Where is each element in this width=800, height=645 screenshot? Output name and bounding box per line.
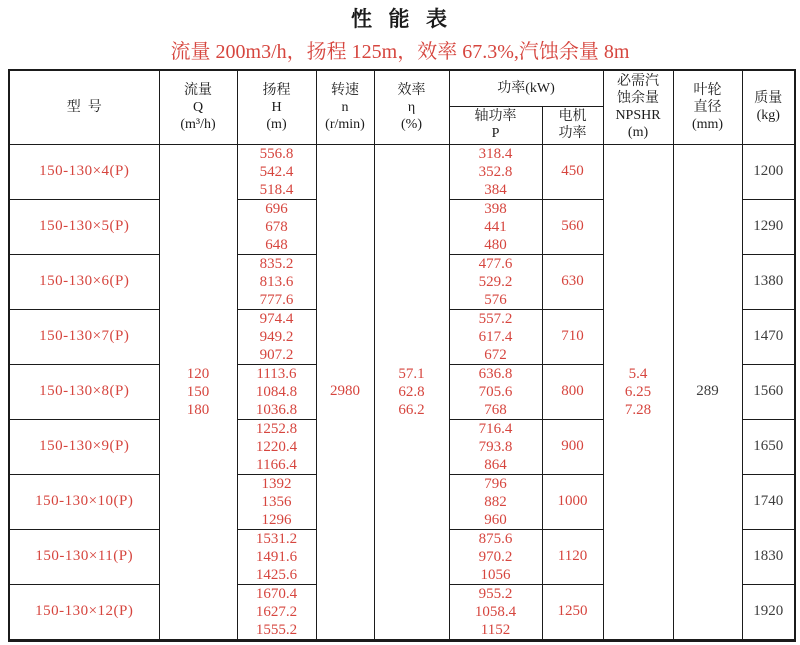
value-line: 1491.6 [255,548,298,565]
head-values-cell [237,199,316,254]
value-line: 1036.8 [255,401,298,418]
mass-cell: 1470 [742,309,795,364]
header-line: NPSHR [615,108,661,124]
value-line: 1113.6 [256,365,297,382]
header-line: 叶轮 [693,82,722,98]
col-header-flow [159,70,237,144]
value-line: 907.2 [259,346,294,363]
value-line: 796 [484,475,507,492]
header-line: (%) [401,116,422,132]
header-line: (mm) [691,116,724,132]
value-line: 1220.4 [255,438,298,455]
mass-cell: 1830 [742,529,795,584]
mass-cell: 1290 [742,199,795,254]
header-line: H [271,99,282,115]
model-cell: 150-130×5(P) [9,199,159,254]
header-line: P [491,126,500,141]
head-values-cell [237,144,316,199]
mass-cell: 1650 [742,419,795,474]
value-line: 864 [484,456,507,473]
header-line: 效率 [397,82,426,98]
value-line: 617.4 [478,328,513,345]
shaft-power-cell [449,474,542,529]
motor-power-cell: 450 [542,144,603,199]
value-line: 1627.2 [255,603,298,620]
value-line: 1252.8 [255,420,298,437]
header-line: n [341,99,349,115]
head-values-cell [237,529,316,584]
rated-parameters-line: 流量 200m3/h，扬程 125m，效率 67.3%,汽蚀余量 8m [170,41,630,63]
value-line: 1166.4 [256,456,297,473]
value-line: 793.8 [478,438,513,455]
shaft-power-cell [449,419,542,474]
head-values-cell [237,309,316,364]
model-cell: 150-130×11(P) [9,529,159,584]
value-line: 5.4 [628,365,648,382]
value-line: 529.2 [478,273,513,290]
header-line: 直径 [693,99,722,115]
motor-power-cell: 900 [542,419,603,474]
value-line: 1531.2 [255,530,298,547]
value-line: 1392 [261,475,292,492]
mass-cell: 1920 [742,584,795,640]
col-header-head [237,70,316,144]
shaft-power-cell [449,309,542,364]
col-header-efficiency [374,70,449,144]
value-line: 57.1 [398,365,425,382]
table-row [9,144,795,199]
motor-power-cell: 630 [542,254,603,309]
motor-power-cell: 560 [542,199,603,254]
value-line: 949.2 [259,328,294,345]
head-values-cell [237,419,316,474]
page-title: 性 能 表 [351,7,449,31]
value-line: 777.6 [259,291,294,308]
value-line: 1058.4 [474,603,517,620]
header-line: (m³/h) [180,116,216,132]
value-line: 1084.8 [255,383,298,400]
value-line: 518.4 [259,181,294,198]
value-line: 678 [265,218,288,235]
value-line: 6.25 [624,383,652,400]
shaft-power-cell [449,144,542,199]
value-line: 716.4 [478,420,513,437]
value-line: 1425.6 [255,566,298,583]
header-line: 流量 [184,82,212,98]
col-header-speed [316,70,374,144]
model-cell: 150-130×6(P) [9,254,159,309]
value-line: 705.6 [478,383,513,400]
mass-cell: 1380 [742,254,795,309]
header-line: 必需汽 [617,74,660,90]
value-line: 62.8 [398,383,425,400]
head-values-cell [237,254,316,309]
shaft-power-cell [449,584,542,640]
header-line: 电机 [558,109,587,124]
value-line: 352.8 [478,163,513,180]
value-line: 672 [484,346,507,363]
value-line: 1152 [480,621,511,638]
head-values-cell [237,364,316,419]
value-line: 960 [484,511,507,528]
value-line: 955.2 [478,585,513,602]
model-cell: 150-130×4(P) [9,144,159,199]
value-line: 120 [186,365,210,382]
model-cell: 150-130×9(P) [9,419,159,474]
mass-cell: 1200 [742,144,795,199]
value-line: 150 [186,383,210,400]
value-line: 696 [265,200,288,217]
motor-power-cell: 1120 [542,529,603,584]
model-cell: 150-130×12(P) [9,584,159,640]
header-line: 功率 [558,126,587,141]
motor-power-cell: 1250 [542,584,603,640]
efficiency-values-cell [374,144,449,640]
value-line: 1555.2 [255,621,298,638]
header-line: 转速 [331,82,359,98]
value-line: 974.4 [259,310,294,327]
col-header-power-group: 功率(kW) [449,70,603,106]
value-line: 768 [484,401,507,418]
col-header-npshr [603,70,673,144]
value-line: 875.6 [478,530,513,547]
col-header-mass [742,70,795,144]
model-cell: 150-130×7(P) [9,309,159,364]
value-line: 477.6 [478,255,513,272]
shaft-power-cell [449,364,542,419]
value-line: 7.28 [624,401,652,418]
header-line: 质量 [754,91,783,107]
speed-cell: 2980 [316,144,374,640]
header-line: Q [192,99,204,115]
value-line: 1670.4 [255,585,298,602]
value-line: 1056 [480,566,511,583]
flow-values-cell [159,144,237,640]
value-line: 480 [484,236,507,253]
shaft-power-cell [449,254,542,309]
mass-cell: 1560 [742,364,795,419]
value-line: 1296 [261,511,292,528]
impeller-cell: 289 [673,144,742,640]
mass-cell: 1740 [742,474,795,529]
performance-table [8,69,796,642]
model-cell: 150-130×8(P) [9,364,159,419]
value-line: 66.2 [398,401,425,418]
value-line: 441 [484,218,507,235]
head-values-cell [237,474,316,529]
value-line: 542.4 [259,163,294,180]
col-header-shaft-power [449,106,542,144]
header-line: (m) [627,125,649,141]
header-line: 蚀余量 [617,91,660,107]
value-line: 636.8 [478,365,513,382]
col-header-motor-power [542,106,603,144]
value-line: 1356 [261,493,292,510]
header-line: 扬程 [262,82,291,98]
value-line: 648 [265,236,288,253]
col-header-model [9,70,159,144]
value-line: 813.6 [259,273,294,290]
head-values-cell [237,584,316,640]
value-line: 882 [484,493,507,510]
header-line: (kg) [756,108,780,124]
header-line: η [407,99,416,115]
col-header-model-label: 型 号 [66,99,102,115]
value-line: 556.8 [259,145,294,162]
header-line: (m) [266,116,287,132]
value-line: 576 [484,291,507,308]
value-line: 557.2 [478,310,513,327]
value-line: 970.2 [478,548,513,565]
npshr-values-cell [603,144,673,640]
shaft-power-cell [449,199,542,254]
value-line: 318.4 [478,145,513,162]
motor-power-cell: 800 [542,364,603,419]
value-line: 180 [186,401,210,418]
value-line: 398 [484,200,507,217]
model-cell: 150-130×10(P) [9,474,159,529]
header-line: 轴功率 [474,109,517,124]
shaft-power-cell [449,529,542,584]
value-line: 835.2 [259,255,294,272]
motor-power-cell: 1000 [542,474,603,529]
header-line: (r/min) [325,116,365,132]
col-header-impeller [673,70,742,144]
motor-power-cell: 710 [542,309,603,364]
value-line: 384 [484,181,507,198]
